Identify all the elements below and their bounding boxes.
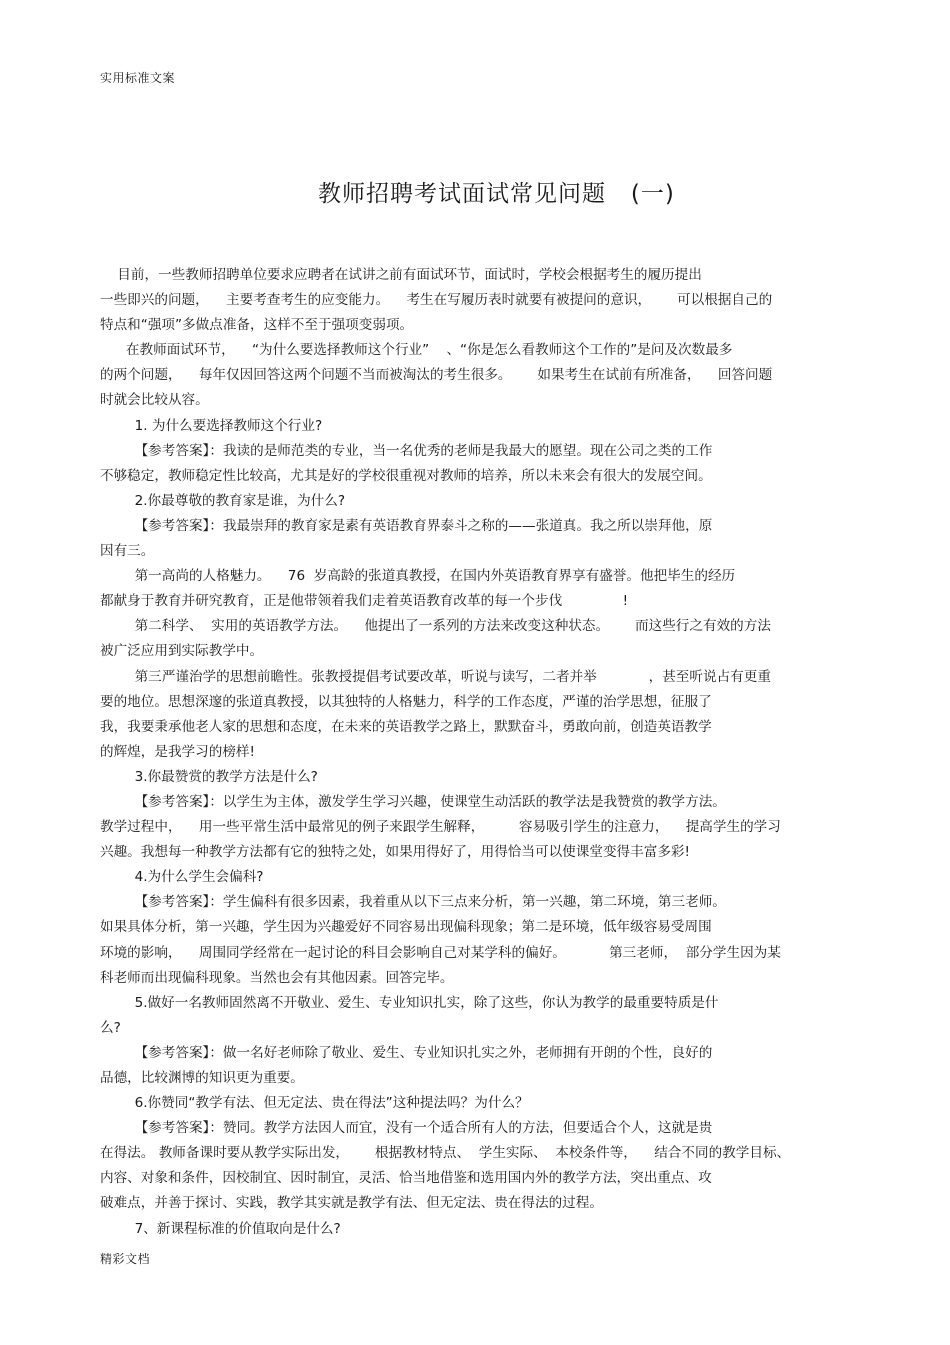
question-line: 5.做好一名教师固然离不开敬业、爱生、专业知识扎实，除了这些，你认为教学的最重要特质是什 <box>100 994 719 1011</box>
body-line: 都献身于教育并研究教育，正是他带领着我们走着英语教育改革的每一个步伐 ! <box>100 593 629 610</box>
body-line: 特点和“强项”多做点准备，这样不至于强项变弱项。 <box>100 317 414 334</box>
question-line: 4.为什么学生会偏科? <box>100 869 264 886</box>
body-line: 要的地位。思想深邃的张道真教授，以其独特的人格魅力，科学的工作态度，严谨的治学思想，征服了 <box>100 693 712 710</box>
page-footer: 精彩文档 <box>100 1252 151 1266</box>
answer-line: 【参考答案】：我读的是师范类的专业，当一名优秀的老师是我最大的愿望。现在公司之类的工作 <box>100 442 713 459</box>
body-line: 么? <box>100 1019 121 1036</box>
body-line: 因有三。 <box>100 543 155 560</box>
body-line: 科老师而出现偏科现象。当然也会有其他因素。回答完毕。 <box>100 969 454 986</box>
body-line: 在得法。 教师备课时要从教学实际出发， 根据教材特点、 学生实际、 本校条件等， 结合不同的教学目标、 <box>100 1145 791 1162</box>
body-line: 我，我要秉承他老人家的思想和态度，在未来的英语教学之路上，默默奋斗，勇敢向前，创造英语教学 <box>100 718 712 735</box>
body-line: 在教师面试环节， “为什么要选择教师这个行业” 、“你是怎么看教师这个工作的”是问及次数最多 <box>100 342 733 359</box>
body-line: 一些即兴的问题， 主要考查考生的应变能力。 考生在写履历表时就要有被提问的意识， 可以根据自己的 <box>100 292 773 309</box>
question-line: 1. 为什么要选择教师这个行业? <box>100 417 323 434</box>
body-line: 环境的影响， 周围同学经常在一起讨论的科目会影响自己对某学科的偏好。 第三老师， 部分学生因为某 <box>100 944 781 961</box>
answer-line: 【参考答案】：做一名好老师除了敬业、爱生、专业知识扎实之外，老师拥有开朗的个性，良好的 <box>100 1044 713 1061</box>
body-line: 教学过程中， 用一些平常生活中最常见的例子来跟学生解释， 容易吸引学生的注意力， 提高学生的学习 <box>100 819 781 836</box>
document-body <box>100 263 845 1242</box>
answer-line: 【参考答案】：我最崇拜的教育家是素有英语教育界泰斗之称的——张道真。我之所以崇拜他，原 <box>100 517 713 534</box>
body-line: 兴趣。我想每一种教学方法都有它的独特之处，如果用得好了，用得恰当可以使课堂变得丰富多彩! <box>100 844 690 861</box>
answer-line: 【参考答案】：以学生为主体，激发学生学习兴趣，使课堂生动活跃的教学法是我赞赏的教学方法。 <box>100 793 726 810</box>
body-line: 的辉煌，是我学习的榜样! <box>100 743 255 760</box>
body-line: 第二科学、 实用的英语教学方法。 他提出了一系列的方法来改变这种状态。 而这些行之有效的方法 <box>100 618 771 635</box>
answer-line: 【参考答案】：赞同。教学方法因人而宜，没有一个适合所有人的方法，但要适合个人，这就是贵 <box>100 1120 713 1137</box>
body-line: 破难点，并善于探讨、实践，教学其实就是教学有法、但无定法、贵在得法的过程。 <box>100 1195 603 1212</box>
answer-line: 【参考答案】：学生偏科有很多因素，我着重从以下三点来分析，第一兴趣，第二环境，第三老师。 <box>100 894 726 911</box>
body-line: 的两个问题， 每年仅因回答这两个问题不当而被淘汰的考生很多。 如果考生在试前有所准备， 回答问题 <box>100 367 773 384</box>
body-line: 内容、对象和条件，因校制宜、因时制宜，灵活、恰当地借鉴和选用国内外的教学方法，突出重点、攻 <box>100 1170 712 1187</box>
question-line: 6.你赞同“教学有法、但无定法、贵在得法”这种提法吗？为什么？ <box>100 1095 529 1112</box>
question-line: 7、新课程标准的价值取向是什么? <box>100 1220 341 1237</box>
body-line: 第一高尚的人格魅力。 76 岁高龄的张道真教授，在国内外英语教育界享有盛誉。他把毕生的经历 <box>100 568 736 585</box>
question-line: 2.你最尊敬的教育家是谁，为什么? <box>100 492 346 509</box>
body-line: 品德，比较渊博的知识更为重要。 <box>100 1070 304 1086</box>
body-line: 被广泛应用到实际教学中。 <box>100 643 264 660</box>
body-line: 第三严谨治学的思想前瞻性。张教授提倡考试要改革，听说与读写，二者并举 ，甚至听说占有更重 <box>100 668 771 685</box>
body-line: 时就会比较从容。 <box>100 392 209 409</box>
body-line: 不够稳定，教师稳定性比较高，尤其是好的学校很重视对教师的培养，所以未来会有很大的发展空间。 <box>100 467 712 484</box>
page-header: 实用标准文案 <box>100 71 176 85</box>
body-line: 目前，一些教师招聘单位要求应聘者在试讲之前有面试环节，面试时，学校会根据考生的履历提出 <box>100 267 702 283</box>
document-title: 教师招聘考试面试常见问题 (一) <box>318 181 675 207</box>
question-line: 3.你最赞赏的教学方法是什么? <box>100 768 318 785</box>
body-line: 如果具体分析，第一兴趣，学生因为兴趣爱好不同容易出现偏科现象；第二是环境，低年级容易受周围 <box>100 919 712 936</box>
